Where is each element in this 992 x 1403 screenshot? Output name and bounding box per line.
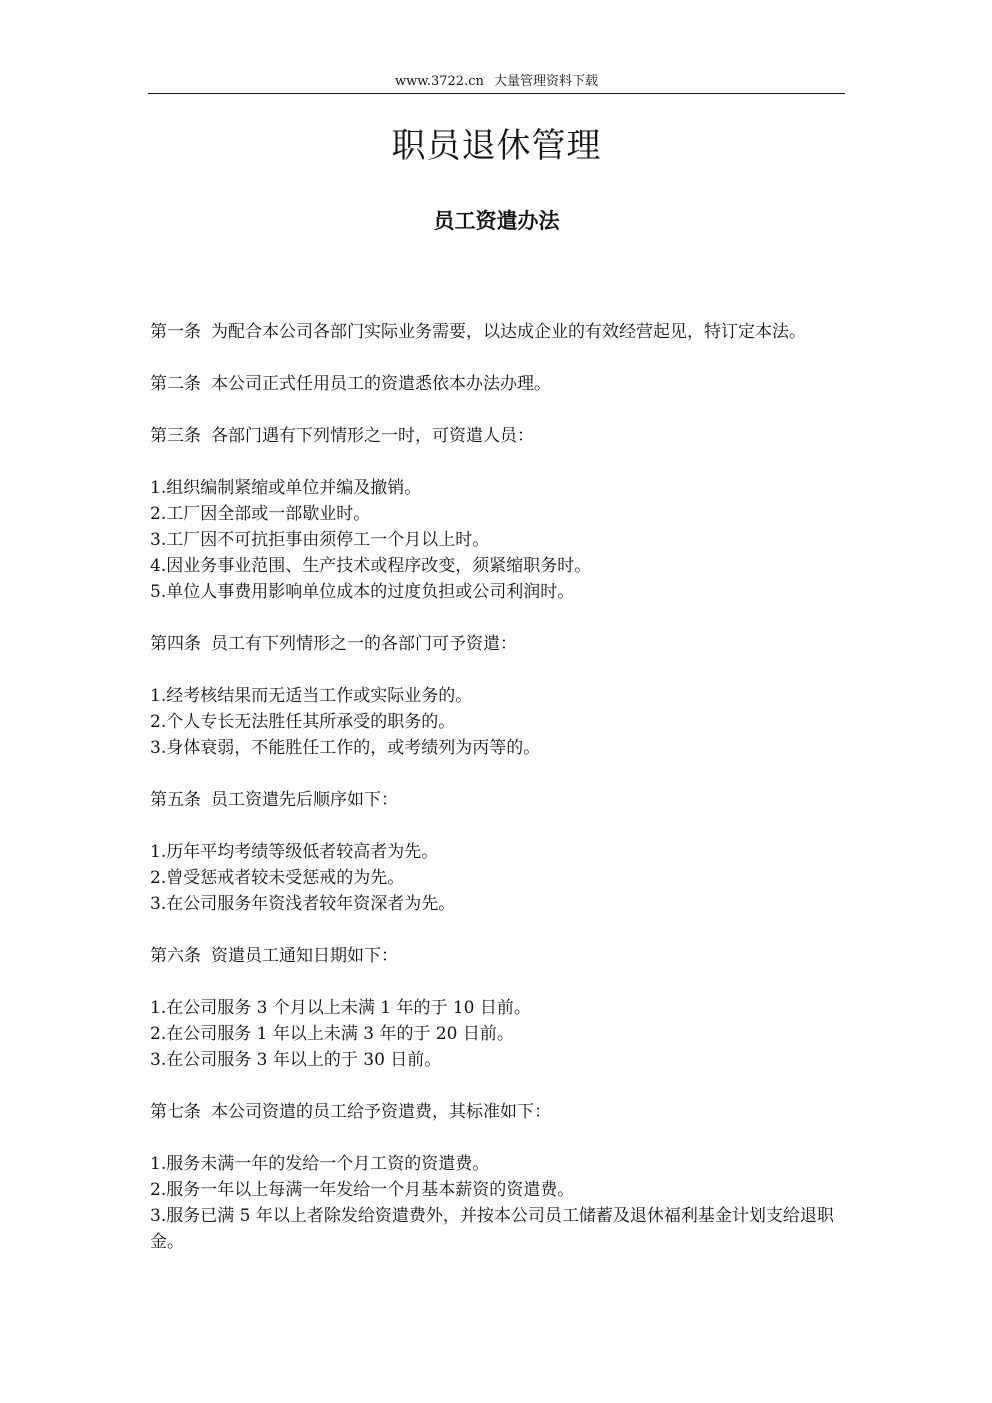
article-4 (150, 631, 842, 657)
article-text: 本公司正式任用员工的资遣悉依本办法办理。 (211, 374, 551, 394)
article-text: 员工有下列情形之一的各部门可予资遣： (211, 634, 517, 654)
article-number: 第六条 (150, 946, 201, 966)
list-item: 1.组织编制紧缩或单位并编及撤销。 (150, 478, 422, 498)
article-text: 为配合本公司各部门实际业务需要，以达成企业的有效经营起见，特订定本法。 (211, 322, 806, 342)
article-1 (150, 319, 842, 345)
list-item: 3.服务已满 5 年以上者除发给资遣费外，并按本公司员工储蓄及退休福利基金计划支给退职金。 (150, 1206, 834, 1252)
article-text: 各部门遇有下列情形之一时，可资遣人员： (211, 426, 534, 446)
list-item: 1.经考核结果而无适当工作或实际业务的。 (150, 686, 473, 706)
list-item: 2.服务一年以上每满一年发给一个月基本薪资的资遣费。 (150, 1180, 575, 1200)
list-item: 2.在公司服务 1 年以上未满 3 年的于 20 日前。 (150, 1024, 514, 1044)
article-number: 第七条 (150, 1102, 201, 1122)
article-7 (150, 1099, 842, 1125)
list-item: 2.曾受惩戒者较未受惩戒的为先。 (150, 868, 405, 888)
list-item: 3.身体衰弱，不能胜任工作的，或考绩列为丙等的。 (150, 738, 541, 758)
article-number: 第五条 (150, 790, 201, 810)
header-tagline: 大量管理资料下载 (493, 74, 598, 89)
article-number: 第二条 (150, 374, 201, 394)
article-text: 员工资遣先后顺序如下： (211, 790, 398, 810)
header-divider (148, 93, 845, 94)
list-item: 5.单位人事费用影响单位成本的过度负担或公司利润时。 (150, 582, 575, 602)
list-item: 1.历年平均考绩等级低者较高者为先。 (150, 842, 439, 862)
article-text: 本公司资遣的员工给予资遣费，其标准如下： (211, 1102, 551, 1122)
article-5 (150, 787, 842, 813)
list-item: 3.在公司服务 3 年以上的于 30 日前。 (150, 1050, 442, 1070)
list-item: 3.工厂因不可抗拒事由须停工一个月以上时。 (150, 530, 490, 550)
document-title: 职员退休管理 (391, 126, 602, 166)
article-number: 第四条 (150, 634, 201, 654)
article-3 (150, 423, 842, 449)
list-item: 1.服务未满一年的发给一个月工资的资遣费。 (150, 1154, 490, 1174)
article-text: 资遣员工通知日期如下： (211, 946, 398, 966)
list-item: 4.因业务事业范围、生产技术或程序改变，须紧缩职务时。 (150, 556, 592, 576)
list-item: 2.工厂因全部或一部歇业时。 (150, 504, 371, 524)
article-6 (150, 943, 842, 969)
article-2 (150, 371, 842, 397)
list-item: 3.在公司服务年资浅者较年资深者为先。 (150, 894, 456, 914)
list-item: 2.个人专长无法胜任其所承受的职务的。 (150, 712, 456, 732)
list-item: 1.在公司服务 3 个月以上未满 1 年的于 10 日前。 (150, 998, 531, 1018)
article-number: 第一条 (150, 322, 201, 342)
header-site: www.3722.cn (395, 74, 484, 89)
page-header (148, 74, 845, 90)
document-subtitle: 员工资遣办法 (433, 208, 560, 233)
article-number: 第三条 (150, 426, 201, 446)
document-body (150, 319, 842, 1255)
